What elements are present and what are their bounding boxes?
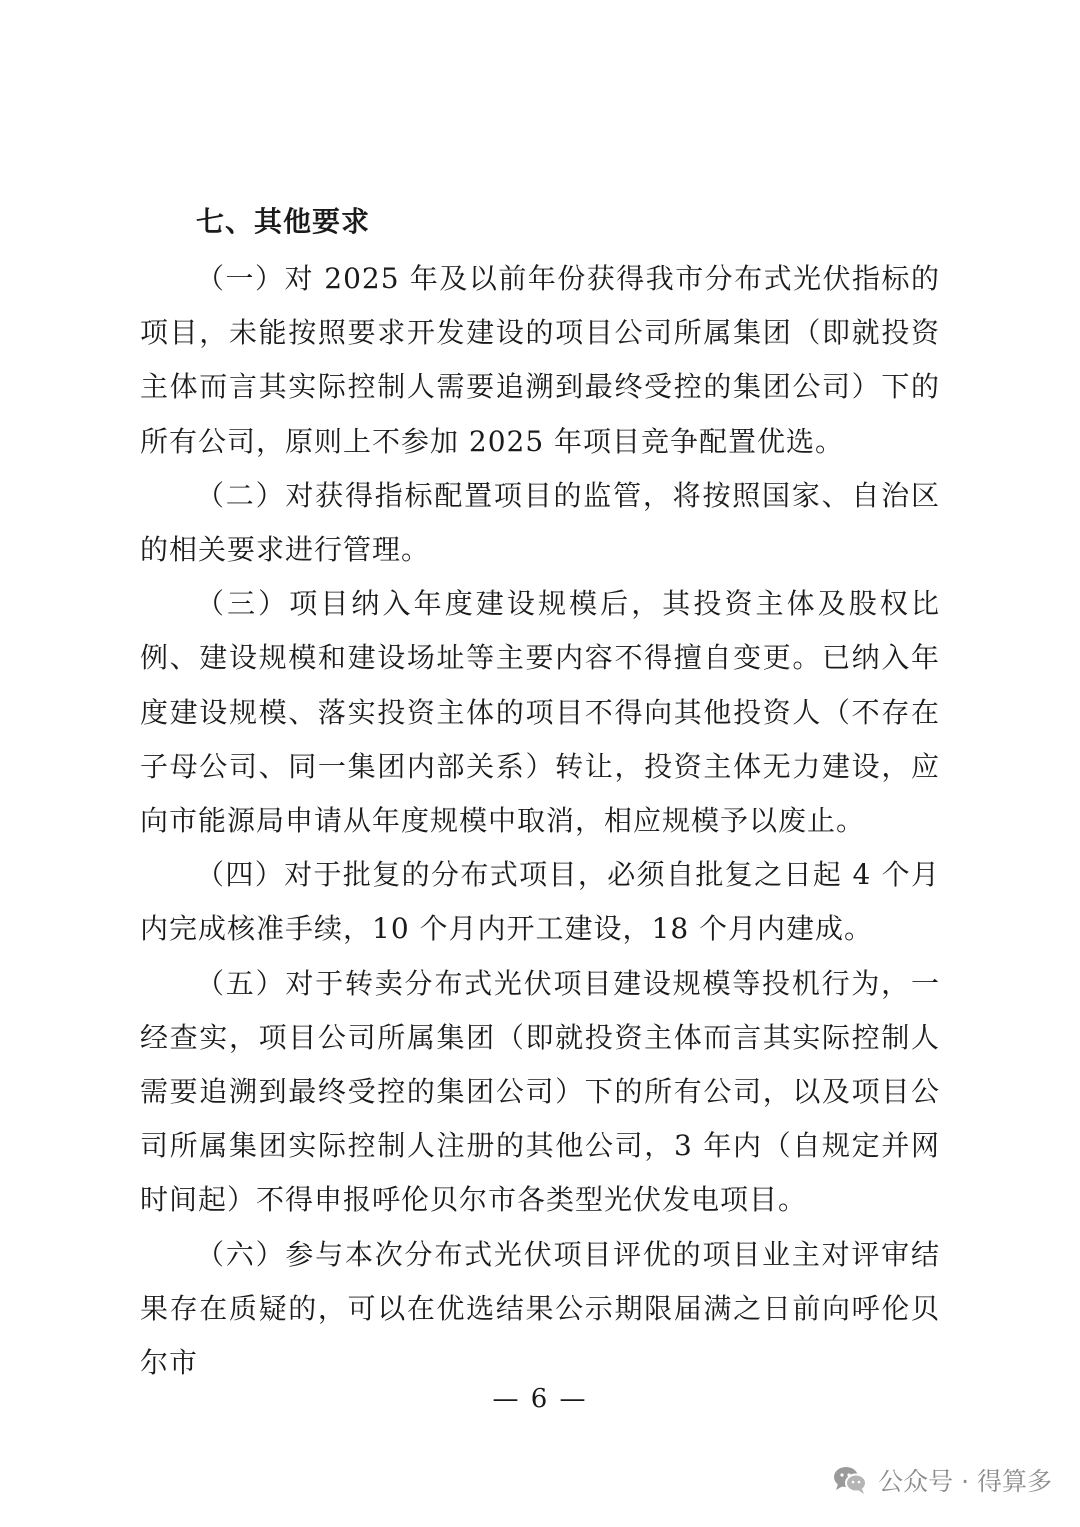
- watermark: [832, 1462, 1052, 1498]
- paragraph-6: [140, 1228, 940, 1391]
- paragraph-number: （五）: [196, 966, 286, 1000]
- paragraph-5: [140, 957, 940, 1228]
- page-number: — 6 —: [492, 1384, 588, 1414]
- watermark-text: 公众号 · 得算多: [878, 1467, 1052, 1496]
- wechat-icon: [832, 1464, 868, 1496]
- paragraph-text: 对 2025 年及以前年份获得我市分布式光伏指标的项目，未能按照要求开发建设的项目公司所属集团（即就投资主体而言其实际控制人需要追溯到最终受控的集团公司）下的所有公司，原则上不参加 2025 年项目竞争配置优选。: [140, 262, 940, 458]
- paragraph-number: （四）: [196, 858, 285, 892]
- paragraph-text: 对于转卖分布式光伏项目建设规模等投机行为，一经查实，项目公司所属集团（即就投资主体而言其实际控制人需要追溯到最终受控的集团公司）下的所有公司，以及项目公司所属集团实际控制人注册的其他公司，3 年内（自规定并网时间起）不得申报呼伦贝尔市各类型光伏发电项目。: [140, 966, 940, 1217]
- paragraph-text: 对获得指标配置项目的监管，将按照国家、自治区的相关要求进行管理。: [140, 478, 940, 567]
- paragraph-text: 参与本次分布式光伏项目评优的项目业主对评审结果存在质疑的，可以在优选结果公示期限届满之日前向呼伦贝尔市: [140, 1237, 940, 1380]
- paragraph-number: （二）: [196, 478, 286, 512]
- document-body: [140, 252, 940, 1390]
- paragraph-text: 对于批复的分布式项目，必须自批复之日起 4 个月内完成核准手续，10 个月内开工建设，18 个月内建成。: [140, 858, 940, 946]
- paragraph-2: [140, 469, 940, 577]
- paragraph-4: [140, 848, 940, 956]
- paragraph-number: （一）: [196, 262, 285, 295]
- paragraph-text: 项目纳入年度建设规模后，其投资主体及股权比例、建设规模和建设场址等主要内容不得擅自变更。已纳入年度建设规模、落实投资主体的项目不得向其他投资人（不存在子母公司、同一集团内部关系）转让，投资主体无力建设，应向市能源局申请从年度规模中取消，相应规模予以废止。: [140, 587, 940, 838]
- paragraph-1: [140, 252, 940, 469]
- paragraph-number: （六）: [196, 1237, 286, 1271]
- paragraph-number: （三）: [196, 587, 290, 621]
- paragraph-3: [140, 577, 940, 848]
- section-heading: 七、其他要求: [196, 205, 371, 238]
